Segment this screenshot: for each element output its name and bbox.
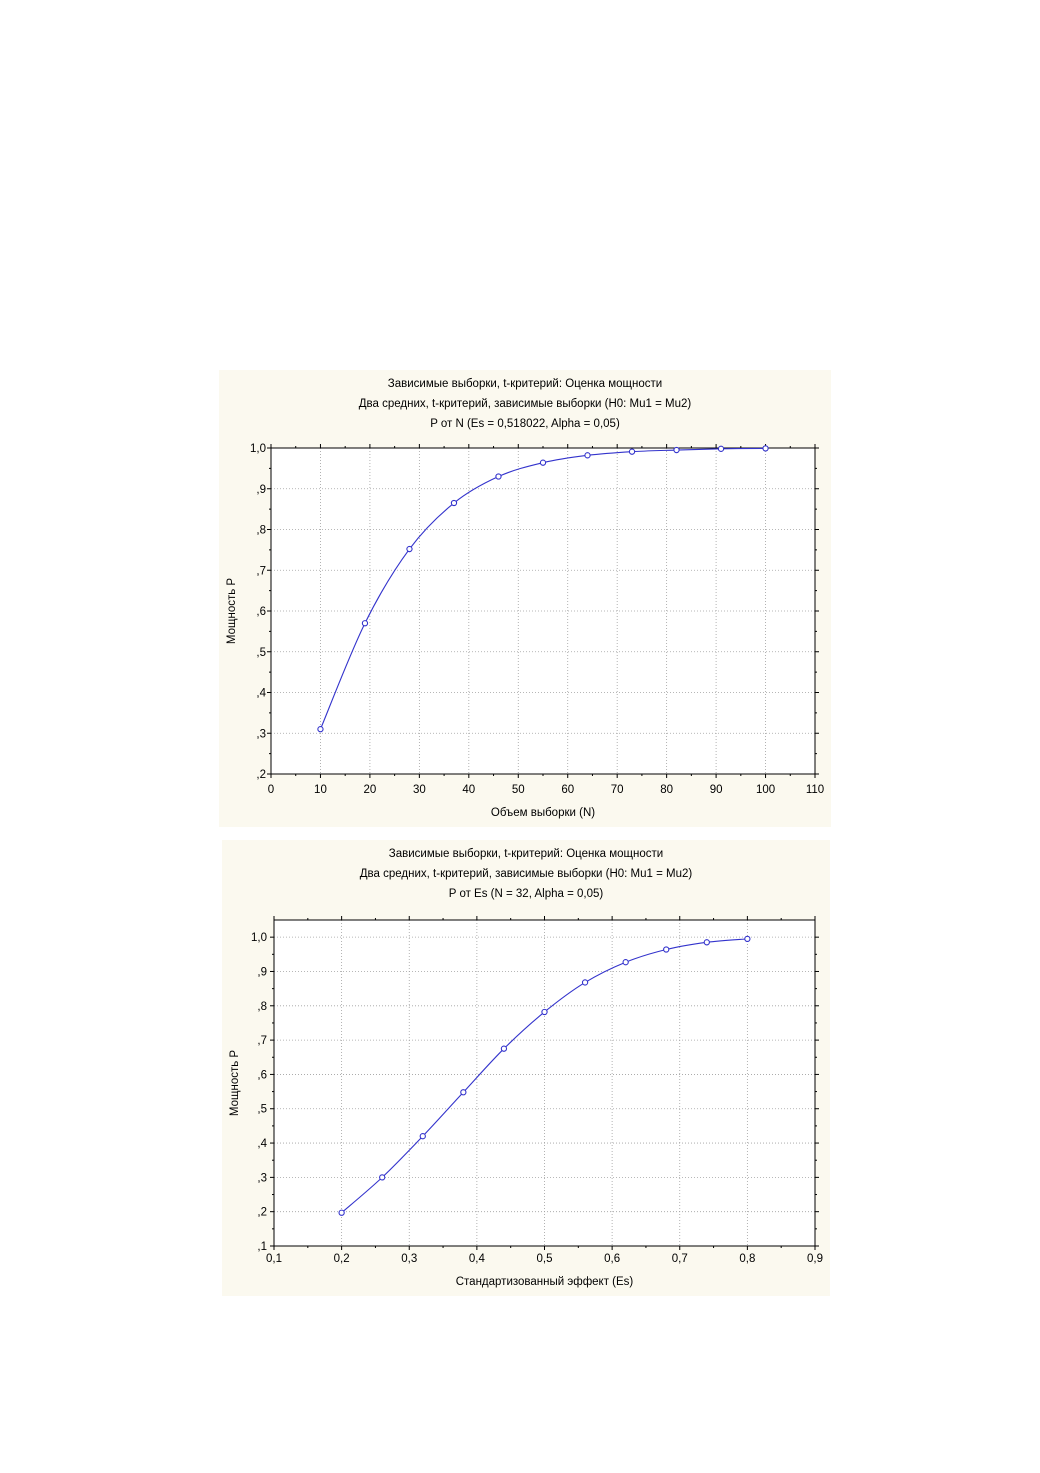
y-axis-label: Мощность P [226,577,238,645]
y-tick-label: ,3 [256,728,266,741]
y-tick-label: ,9 [256,483,266,496]
data-point [629,449,634,454]
x-tick-label: 50 [511,784,525,796]
data-point [674,447,679,452]
data-point [501,1046,506,1051]
chart-title-line: Два средних, t-критерий, зависимые выборки (H0: Mu1 = Mu2) [359,868,693,880]
x-tick-label: 0,1 [266,1253,282,1265]
x-tick-label: 40 [462,784,476,796]
x-tick-label: 60 [561,784,575,796]
x-tick-label: 0,7 [671,1253,688,1265]
y-tick-label: ,7 [257,1035,267,1048]
chart-title-line: P от N (Es = 0,518022, Alpha = 0,05) [430,418,620,430]
y-tick-label: 1,0 [250,443,266,455]
y-tick-label: ,1 [257,1241,267,1253]
x-tick-label: 30 [412,784,426,796]
x-tick-label: 70 [610,784,624,796]
y-tick-label: ,4 [257,1138,267,1151]
x-axis-label: Стандартизованный эффект (Es) [455,1276,634,1288]
data-point [623,960,628,965]
y-tick-label: ,6 [257,1069,267,1082]
data-point [542,1009,547,1014]
data-point [540,460,545,465]
x-tick-label: 0,9 [807,1253,823,1265]
y-tick-label: ,5 [256,646,266,659]
data-point [420,1134,425,1139]
y-tick-label: ,3 [257,1172,267,1185]
x-tick-label: 110 [805,784,825,796]
x-tick-label: 0,5 [536,1253,553,1265]
x-tick-label: 0,3 [401,1253,418,1265]
data-point [318,727,323,732]
x-tick-label: 0 [267,784,275,796]
data-point [763,446,768,451]
data-point [380,1175,385,1180]
data-point [496,474,501,479]
x-tick-label: 100 [755,784,776,796]
y-tick-label: 1,0 [251,932,267,945]
y-tick-label: ,7 [256,565,266,578]
chart-title-line: Зависимые выборки, t-критерий: Оценка мощности [387,378,663,390]
data-point [718,446,723,451]
y-tick-label: ,2 [257,1206,267,1219]
chart-title-line: P от Es (N = 32, Alpha = 0,05) [448,888,604,900]
power-vs-n-chart [219,370,831,827]
power-vs-n-chart-svg [219,370,831,827]
y-tick-label: ,5 [257,1103,267,1116]
x-tick-label: 0,2 [333,1253,350,1265]
y-tick-label: ,9 [257,966,267,979]
chart-title-line: Два средних, t-критерий, зависимые выборки (H0: Mu1 = Mu2) [358,398,692,410]
power-vs-es-chart [222,840,830,1296]
data-point [407,546,412,551]
x-tick-label: 0,6 [604,1253,621,1265]
y-tick-label: ,2 [256,769,266,781]
y-tick-label: ,8 [256,524,266,537]
data-point [704,940,709,945]
x-tick-label: 0,8 [739,1253,756,1265]
data-point [745,936,750,941]
x-tick-label: 0,4 [468,1253,485,1265]
y-tick-label: ,6 [256,606,266,618]
x-axis-label: Объем выборки (N) [490,807,596,819]
data-point [339,1210,344,1215]
y-tick-label: ,8 [257,1000,267,1013]
chart-title-line: Зависимые выборки, t-критерий: Оценка мощности [388,848,664,860]
x-tick-label: 20 [363,784,377,796]
y-tick-label: ,4 [256,687,266,700]
data-point [664,947,669,952]
power-vs-es-chart-svg [222,840,830,1296]
x-tick-label: 80 [660,784,674,796]
data-point [451,500,456,505]
data-point [362,621,367,626]
data-point [585,453,590,458]
data-point [461,1090,466,1095]
data-point [582,980,587,985]
x-tick-label: 90 [709,784,723,796]
x-tick-label: 10 [314,784,327,796]
y-axis-label: Мощность P [229,1049,241,1117]
